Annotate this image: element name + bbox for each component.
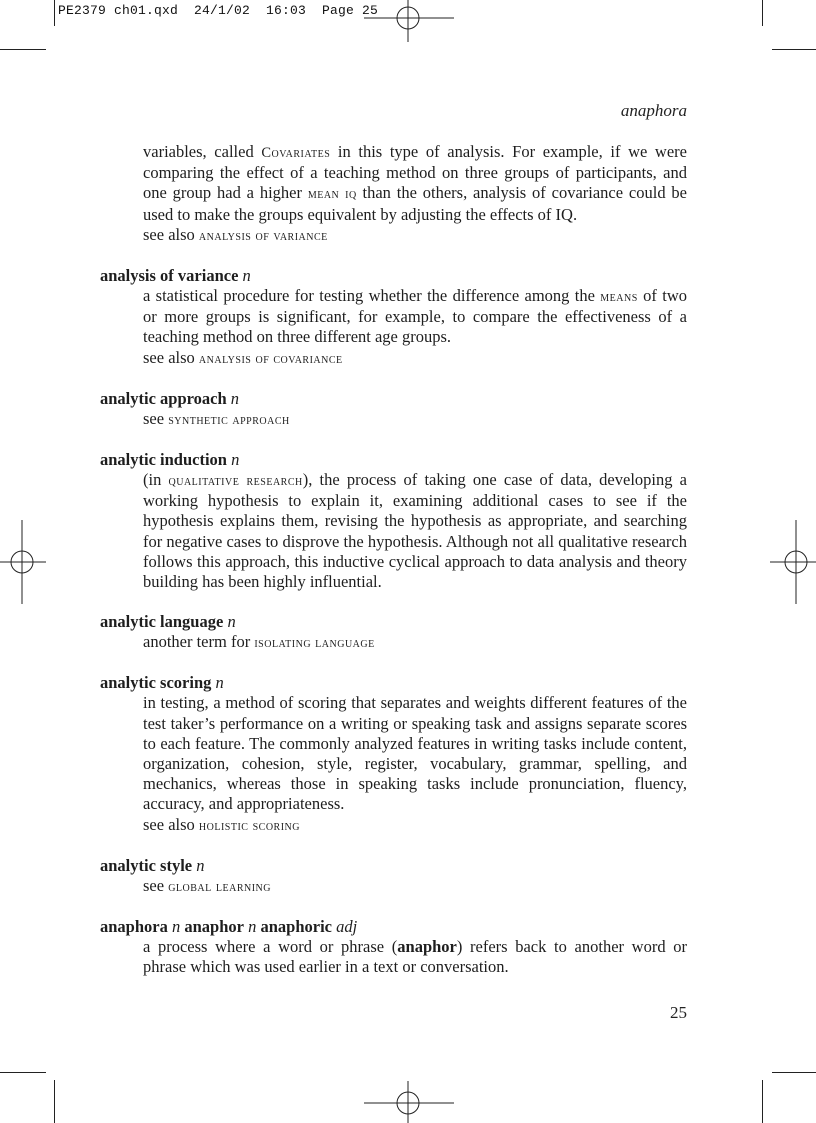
another-term-line: another term for isolating language [143, 632, 375, 652]
part-of-speech: n [248, 916, 257, 936]
registration-mark-top [364, 0, 454, 44]
cross-reference: analysis of variance [198, 227, 328, 244]
dictionary-entry [100, 266, 687, 369]
dictionary-entry [100, 450, 687, 592]
part-of-speech: n [231, 449, 240, 469]
cross-reference: Covariates [261, 145, 331, 161]
headword: anaphora [100, 916, 168, 936]
part-of-speech: n [171, 916, 181, 936]
dictionary-entry [100, 856, 687, 897]
entry-headword-line [100, 856, 687, 876]
dictionary-page-body [100, 142, 687, 977]
entry-headword-line [100, 389, 687, 409]
cross-reference: analysis of covariance [198, 350, 343, 367]
headword-variant: anaphor [184, 916, 244, 936]
page-number: 25 [670, 1003, 687, 1022]
dictionary-entry [100, 389, 687, 430]
entry-headword-line [100, 917, 687, 937]
dictionary-entry [100, 917, 687, 978]
headword: analytic language [100, 612, 224, 632]
entry-headword-line [100, 673, 687, 693]
dictionary-entry [100, 673, 687, 836]
entry-headword-line [100, 612, 687, 632]
registration-mark-bottom [364, 1080, 454, 1123]
cross-reference: means [600, 289, 638, 306]
entry-definition: a process where a word or phrase (anaphor) refers back to another word or phrase which was used earlier in a text or conversation. [143, 937, 687, 977]
part-of-speech: n [230, 388, 240, 408]
registration-mark-right [770, 520, 816, 604]
see-also-line: see also holistic scoring [143, 814, 300, 834]
part-of-speech: adj [336, 916, 358, 936]
cross-reference: holistic scoring [198, 817, 300, 834]
entry-headword-line [100, 266, 687, 286]
part-of-speech: n [242, 265, 251, 285]
headword: analytic scoring [100, 673, 212, 693]
continued-entry [100, 142, 687, 246]
entry-definition: in testing, a method of scoring that separates and weights different features of the test taker’s performance on a writing or speaking task and assigns separate scores to each feature. The commonly analyzed features in writing tasks include content, organization, cohesion, style, register, vocabulary, grammar, spelling, and mechanics, whereas those in speaking tasks include pronunciation, fluency, accuracy, and appropriateness. [143, 693, 687, 814]
headword: analytic approach [100, 388, 227, 408]
dictionary-entry [100, 612, 687, 653]
bold-term: anaphor [397, 937, 457, 957]
see-line: see global learning [143, 875, 271, 895]
slug-line: PE2379 ch01.qxd 24/1/02 16:03 Page 25 [58, 3, 379, 18]
part-of-speech: n [196, 855, 205, 875]
cross-reference: global learning [168, 878, 271, 895]
cross-reference: synthetic approach [168, 411, 290, 428]
entry-definition: a statistical procedure for testing whether the difference among the means of two or more groups is significant, for example, to compare the effectiveness of a teaching method on three different age groups. [143, 286, 687, 347]
part-of-speech: n [215, 673, 224, 693]
headword-variant: anaphoric [260, 916, 332, 936]
headword: analytic induction [100, 449, 227, 469]
running-head: anaphora [620, 101, 687, 120]
cross-reference: mean iq [307, 186, 357, 203]
headword: analytic style [100, 855, 193, 875]
cross-reference: qualitative research [168, 473, 303, 490]
see-line: see synthetic approach [143, 408, 290, 428]
registration-mark-left [0, 520, 46, 604]
entry-headword-line [100, 450, 687, 470]
continued-definition: variables, called Covariates in this type of analysis. For example, if we were comparing the effect of a teaching method on three groups of participants, and one group had a higher mean iq than the others, analysis of covariance could be used to make the groups equivalent by adjusting the effects of IQ. [143, 142, 687, 224]
entry-definition: (in qualitative research), the process of taking one case of data, developing a working hypothesis to explain it, examining additional cases to see if the hypothesis explains them, revising the hypothesis as appropriate, and searching for negative cases to disprove the hypothesis. Although not all qualitative research follows this approach, this inductive cyclical approach to data analysis and theory building has been highly influential. [143, 470, 687, 592]
see-also-line: see also analysis of covariance [143, 347, 343, 367]
headword: analysis of variance [100, 265, 239, 285]
cross-reference: isolating language [254, 635, 375, 652]
see-also-line: see also analysis of variance [143, 224, 328, 244]
part-of-speech: n [227, 612, 236, 632]
